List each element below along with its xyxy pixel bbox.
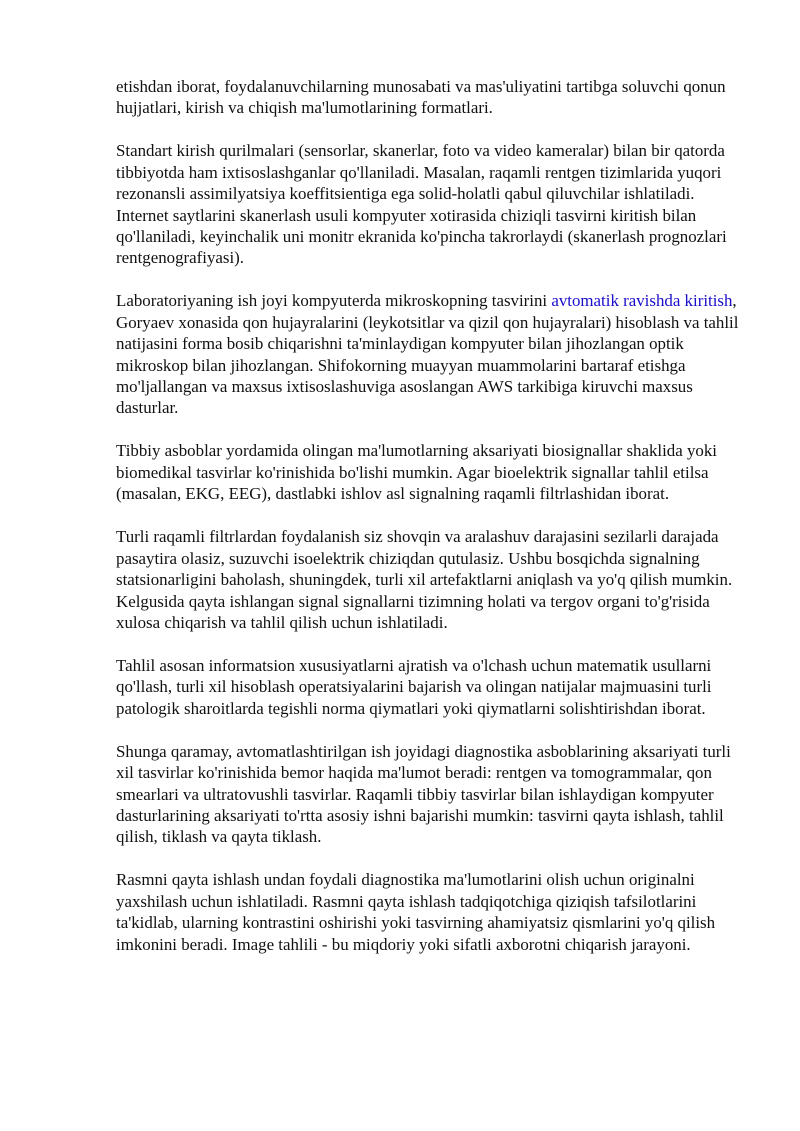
paragraph-2: Standart kirish qurilmalari (sensorlar, skanerlar, foto va video kameralar) bilan bir qatorda tibbiyotda ham ixtisoslashganlar qo'llaniladi. Masalan, raqamli rentgen tizimlarida yuqori rezonansli assimilyatsiya koeffitsientiga ega solid-holatli qabul qiluvchilar ishlatiladi. Internet saytlarini skanerlash usuli kompyuter xotirasida chiziqli tasvirni kiritish bilan qo'llaniladi, keyinchalik uni monitr ekranida ko'pincha takrorlaydi (skanerlash prognozlari rentgenografiyasi). [116,141,727,268]
paragraph-3 [116,290,746,418]
document-page [116,76,746,977]
paragraph-5: Turli raqamli filtrlardan foydalanish siz shovqin va aralashuv darajasini sezilarli darajada pasaytira olasiz, suzuvchi isoelektrik chiziqdan qutulasiz. Ushbu bosqichda signalning statsionarligini baholash, shuningdek, turli xil artefaktlarni aniqlash va yo'q qilish mumkin. Kelgusida qayta ishlangan signal signallarni tizimning holati va tergov organi to'g'risida xulosa chiqarish va tahlil qilish uchun ishlatiladi. [116,527,733,632]
paragraph-7: Shunga qaramay, avtomatlashtirilgan ish joyidagi diagnostika asboblarining aksariyati turli xil tasvirlar ko'rinishida bemor haqida ma'lumot beradi: rentgen va tomogrammalar, qon smearlari va ultratovushli tasvirlar. Raqamli tibbiy tasvirlar bilan ishlaydigan kompyuter dasturlarining aksariyati to'rtta asosiy ishni bajarishi mumkin: tasvirni qayta ishlash, tahlil qilish, tiklash va qayta tiklash. [116,741,731,847]
paragraph-6: Tahlil asosan informatsion xususiyatlarni ajratish va o'lchash uchun matematik usullarni qo'llash, turli xil hisoblash operatsiyalarini bajarish va olingan natijalar majmuasini turli patologik sharoitlarda tegishli norma qiymatlari yoki qiymatlarni solishtirishdan iborat. [116,655,712,718]
paragraph-4: Tibbiy asboblar yordamida olingan ma'lumotlarning aksariyati biosignallar shaklida yoki biomedikal tasvirlar ko'rinishida bo'lishi mumkin. Agar bioelektrik signallar tahlil etilsa (masalan, EKG, EEG), dastlabki ishlov asl signalning raqamli filtrlashidan iborat. [116,441,717,504]
paragraph-1: etishdan iborat, foydalanuvchilarning munosabati va mas'uliyatini tartibga soluvchi qonun hujjatlari, kirish va chiqish ma'lumotlarining formatlari. [116,77,726,118]
paragraph-3-text-before-link: Laboratoriyaning ish joyi kompyuterda mikroskopning tasvirini [116,291,552,311]
avtomatik-kiritish-link[interactable]: avtomatik ravishda kiritish [551,291,733,311]
paragraph-3-text-after-link: , Goryaev xonasida qon hujayralarini (leykotsitlar va qizil qon hujayralari) hisoblash va tahlil natijasini forma bosib chiqarishni ta'minlaydigan kompyuter bilan jihozlangan optik mikroskop bilan jihozlangan. Shifokorning muayyan muammolarini bartaraf etishga mo'ljallangan va maxsus ixtisoslashuviga asoslangan AWS tarkibiga kiruvchi maxsus dasturlar. [116,291,739,418]
paragraph-8: Rasmni qayta ishlash undan foydali diagnostika ma'lumotlarini olish uchun originalni yaxshilash uchun ishlatiladi. Rasmni qayta ishlash tadqiqotchiga qiziqish tafsilotlarini ta'kidlab, ularning kontrastini oshirishi yoki tasvirning ahamiyatsiz qismlarini yo'q qilish imkonini beradi. Image tahlili - bu miqdoriy yoki sifatli axborotni chiqarish jarayoni. [116,870,716,954]
